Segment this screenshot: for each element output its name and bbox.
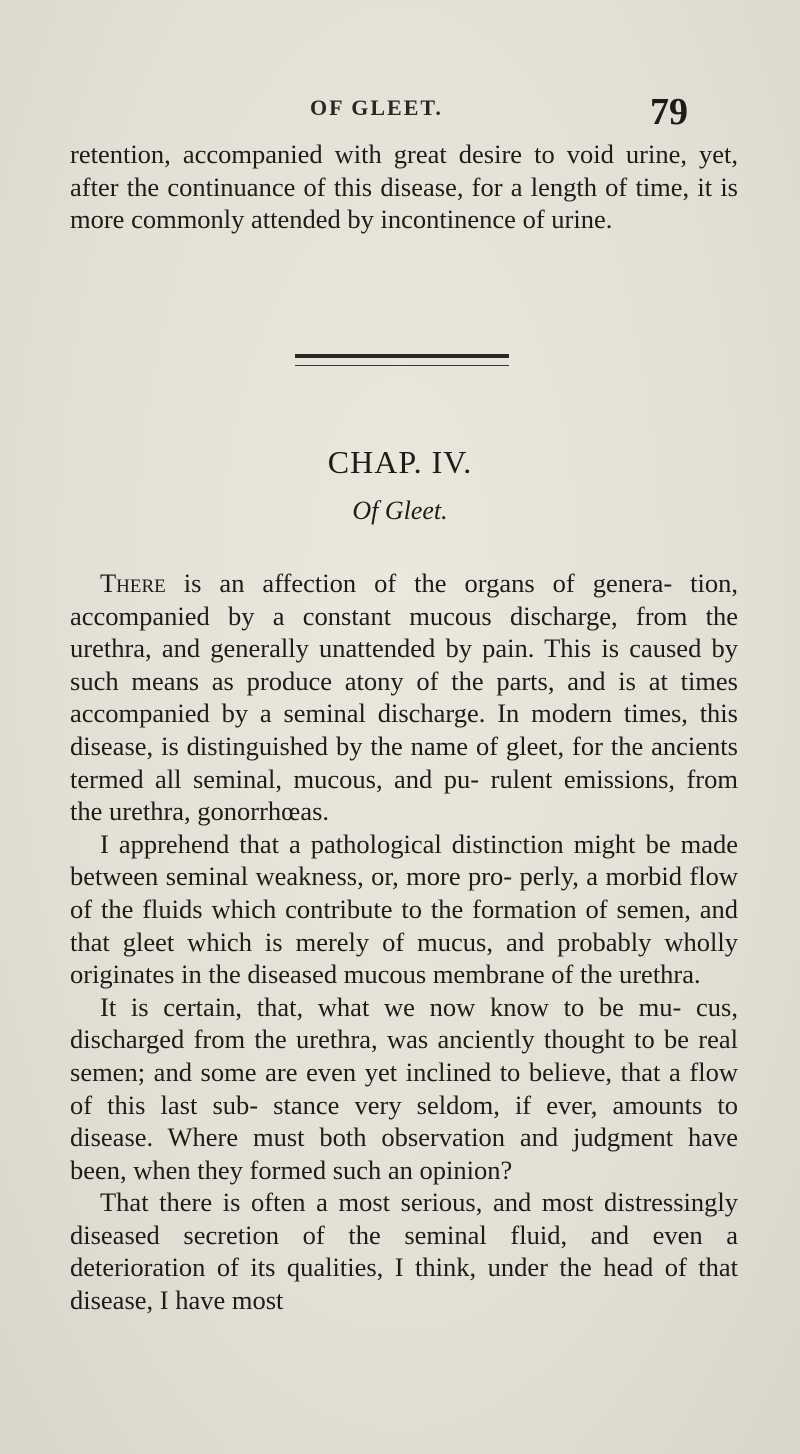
paragraph-3: It is certain, that, what we now know to be mu- cus, discharged from the urethra, was anciently thought to be real semen; and some are even yet inclined to believe, that a flow of this last sub- stance very seldom, if ever, amounts to disease. Where must both observation and judgment have been, when they formed such an opinion? (70, 991, 738, 1185)
paragraph-2: I apprehend that a pathological distinction might be made between seminal weakness, or, more pro- perly, a morbid flow of the fluids which contribute to the formation of semen, and that gleet which is merely of mucus, and probably wholly originates in the diseased mucous membrane of the urethra. (70, 828, 738, 990)
chapter-heading: CHAP. IV. (327, 444, 473, 480)
section-divider-thin (295, 365, 509, 366)
page-number: 79 (650, 91, 688, 133)
intro-text: retention, accompanied with great desire to void urine, yet, after the continuance of this disease, for a length of time, it is more commonly attended by incontinence of urine. (70, 139, 738, 235)
chapter-body (70, 567, 738, 1317)
paragraph-1-text: is an affection of the organs of genera- tion, accompanied by a constant mucous discharge, from the urethra, and generally unattended by pain. This is caused by such means as produce atony of the parts, and is at times accompanied by a seminal discharge. In modern times, this disease, is distinguished by the name of gleet, for the ancients termed all seminal, mucous, and pu- rulent emissions, from the urethra, gonorrhœas. (70, 568, 738, 827)
paragraph-1-lead: There (100, 568, 166, 598)
running-head: OF GLEET. (310, 95, 443, 120)
section-divider-thick (295, 354, 509, 358)
intro-paragraph (70, 138, 738, 236)
paragraph-4: That there is often a most serious, and most distressingly diseased secretion of the seminal fluid, and even a deterioration of its qualities, I think, under the head of that disease, I have most (70, 1187, 738, 1316)
paragraph-1 (70, 567, 738, 828)
chapter-subtitle: Of Gleet. (352, 496, 448, 525)
